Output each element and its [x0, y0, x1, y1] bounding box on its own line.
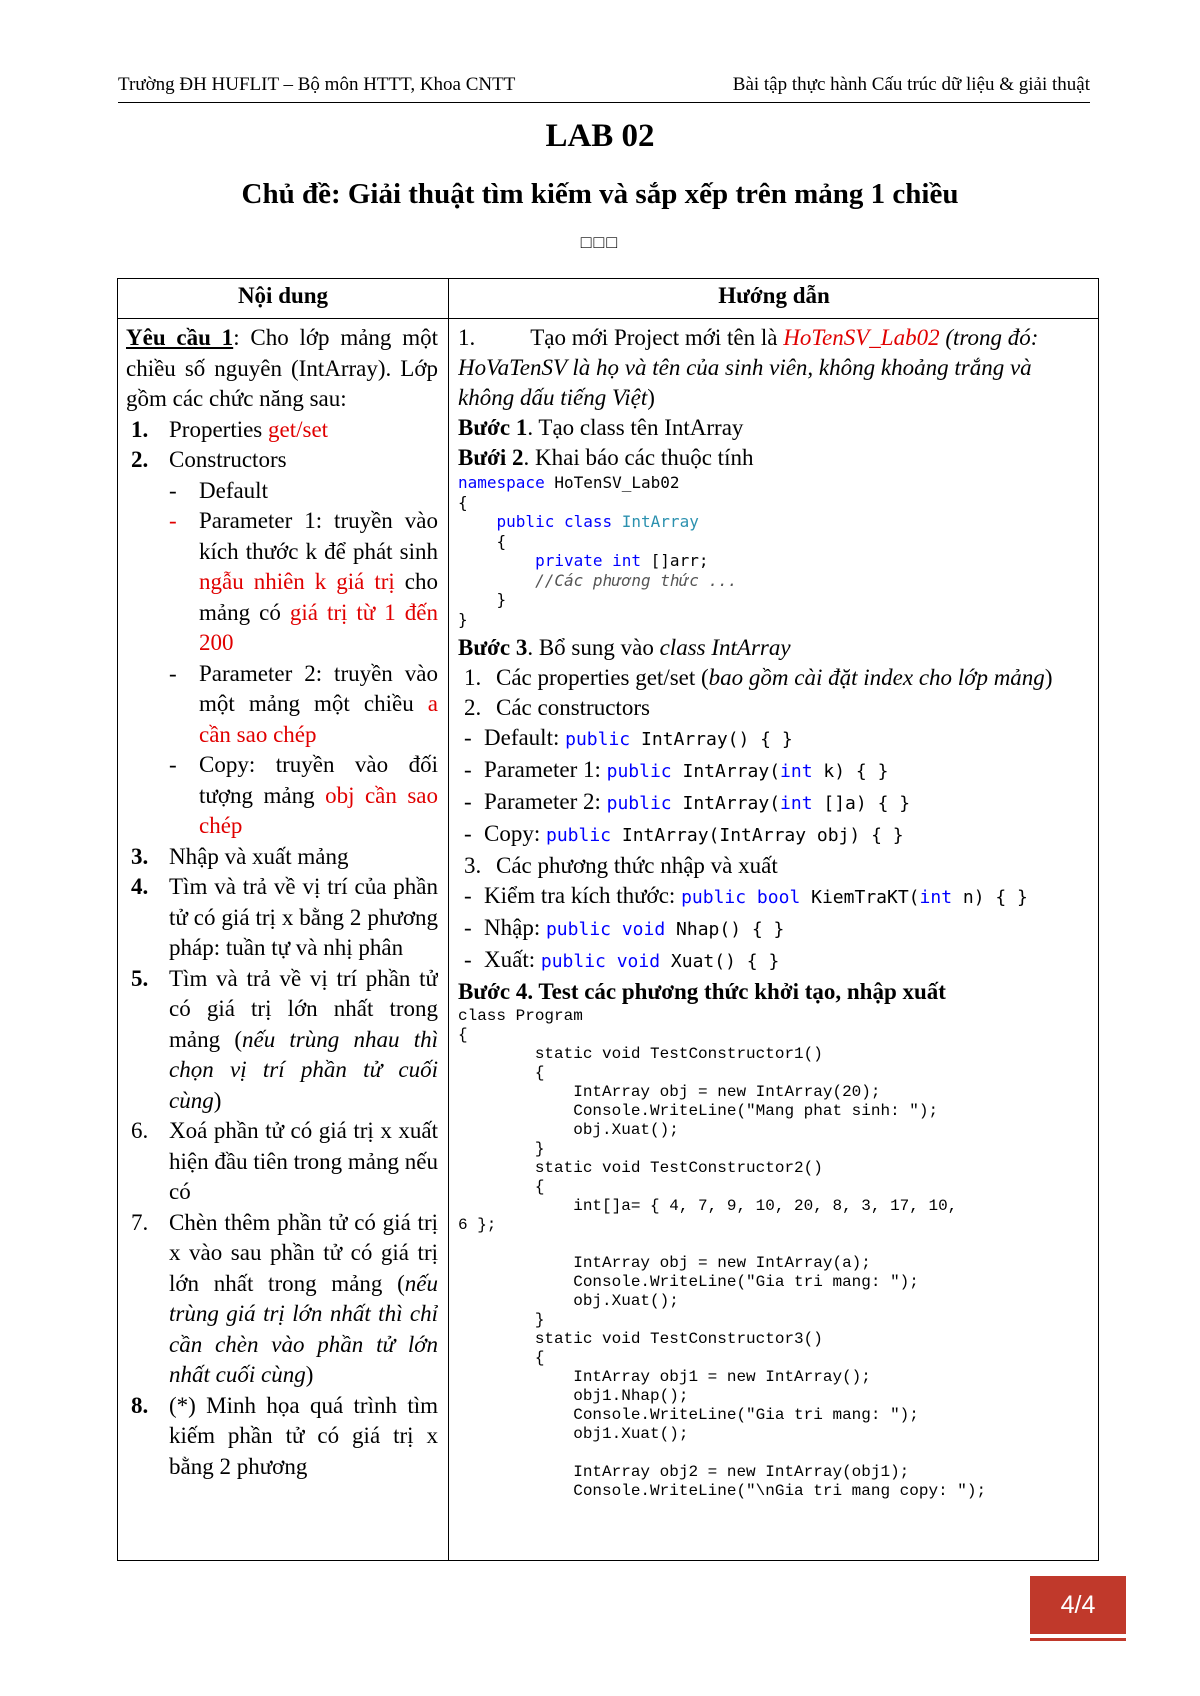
guide-column [458, 323, 1090, 1555]
sub-item: - Parameter 1: truyền vào kích thước k để phát sinh ngẫu nhiên k giá trị cho mảng có giá trị từ 1 đến 200 [169, 508, 438, 655]
step-1: Bước 1. Tạo class tên IntArray [458, 415, 744, 440]
list-item: 2. Constructors [131, 447, 287, 472]
step-create-project: 1. Tạo mới Project mới tên là HoTenSV_Lab02 (trong đó: HoVaTenSV là họ và tên của sinh viên, không khoảng trắng và không dấu tiếng Việt) [458, 325, 1039, 410]
list-item: 3. Nhập và xuất mảng [131, 843, 349, 869]
constructor-default: - Default: public IntArray() { } [464, 725, 793, 750]
constructor-param2: - Parameter 2: public IntArray(int []a) { } [464, 789, 911, 814]
sub-item: - Default [169, 477, 268, 503]
col-header-content: Nội dung [237, 283, 329, 308]
list-item: 1. Properties get/set [131, 416, 329, 442]
constructor-copy: - Copy: public IntArray(IntArray obj) { } [464, 821, 904, 846]
constructor-param1: - Parameter 1: public IntArray(int k) { } [464, 757, 889, 782]
step-2: Bưới 2. Khai báo các thuộc tính [458, 445, 754, 470]
method-input: - Nhập: public void Nhap() { } [464, 915, 785, 940]
method-check-size: - Kiểm tra kích thước: public bool KiemTraKT(int n) { } [464, 883, 1028, 908]
list-item: 7. Chèn thêm phần tử có giá trị x vào sau phần tử có giá trị lớn nhất trong mảng (nếu trùng giá trị lớn nhất thì chỉ cần chèn vào phần tử lớn nhất cuối cùng) [131, 1209, 438, 1387]
requirement-intro: Yêu cầu 1: Cho lớp mảng một chiều số nguyên (IntArray). Lớp gồm các chức năng sau: [126, 325, 438, 411]
sub-item: - Copy: truyền vào đối tượng mảng obj cần sao chép [169, 752, 438, 838]
col-header-guide: Hướng dẫn [718, 283, 830, 308]
page-number-underline [1030, 1638, 1126, 1641]
list-item: 1. Các properties get/set (bao gồm cài đặt index cho lớp mảng) [464, 665, 1053, 690]
code-block-test: class Program { static void TestConstructor1() { IntArray obj = new IntArray(20); Console.WriteLine("Mang phat sinh: "); obj.Xuat(); } static void TestConstructor2() { int[]a= { 4, 7, 9, 10, 20, 8, 3, 17, 10, 6 }; IntArray obj = new IntArray(a); Console.WriteLine("Gia tri mang: "); obj.Xuat(); } static void TestConstructor3() { IntArray obj1 = new IntArray(); obj1.Nhap(); Console.WriteLine("Gia tri mang: "); obj1.Xuat(); IntArray obj2 = new IntArray(obj1); Console.WriteLine("\nGia tri mang copy: "); [458, 1007, 987, 1500]
step-3: Bước 3. Bổ sung vào class IntArray [458, 635, 791, 660]
list-item: 2. Các constructors [464, 695, 650, 720]
step-4: Bước 4. Test các phương thức khởi tạo, nhập xuất [458, 979, 946, 1004]
method-output: - Xuất: public void Xuat() { } [464, 947, 780, 972]
column-separator [448, 279, 449, 1560]
list-item: 8. (*) Minh họa quá trình tìm kiếm phần tử có giá trị x bằng 2 phương [131, 1392, 438, 1479]
lab-title: LAB 02 [545, 118, 655, 154]
header-left: Trường ĐH HUFLIT – Bộ môn HTTT, Khoa CNTT [118, 74, 516, 95]
list-item: 3. Các phương thức nhập và xuất [464, 853, 778, 878]
list-item: 4. Tìm và trả về vị trí của phần tử có giá trị x bằng 2 phương pháp: tuần tự và nhị phân [131, 874, 438, 960]
lab-subtitle: Chủ đề: Giải thuật tìm kiếm và sắp xếp trên mảng 1 chiều [241, 178, 959, 210]
content-table [117, 278, 1099, 1561]
content-column [126, 323, 438, 1555]
table-header-row [118, 279, 1098, 319]
page-header [118, 74, 1090, 103]
code-block-declare: namespace HoTenSV_Lab02 { public class IntArray { private int []arr; //Các phương thức ... } } [458, 473, 738, 629]
header-right: Bài tập thực hành Cấu trúc dữ liệu & giải thuật [732, 74, 1090, 95]
page-number: 4/4 [1030, 1576, 1126, 1634]
ornament-glyphs: □□□ [580, 232, 620, 252]
list-item: 6. Xoá phần tử có giá trị x xuất hiện đầu tiên trong mảng nếu có [131, 1118, 438, 1204]
sub-item: - Parameter 2: truyền vào một mảng một chiều a cần sao chép [169, 660, 438, 747]
list-item: 5. Tìm và trả về vị trí phần tử có giá trị lớn nhất trong mảng (nếu trùng nhau thì chọn vị trí phần tử cuối cùng) [131, 965, 438, 1113]
